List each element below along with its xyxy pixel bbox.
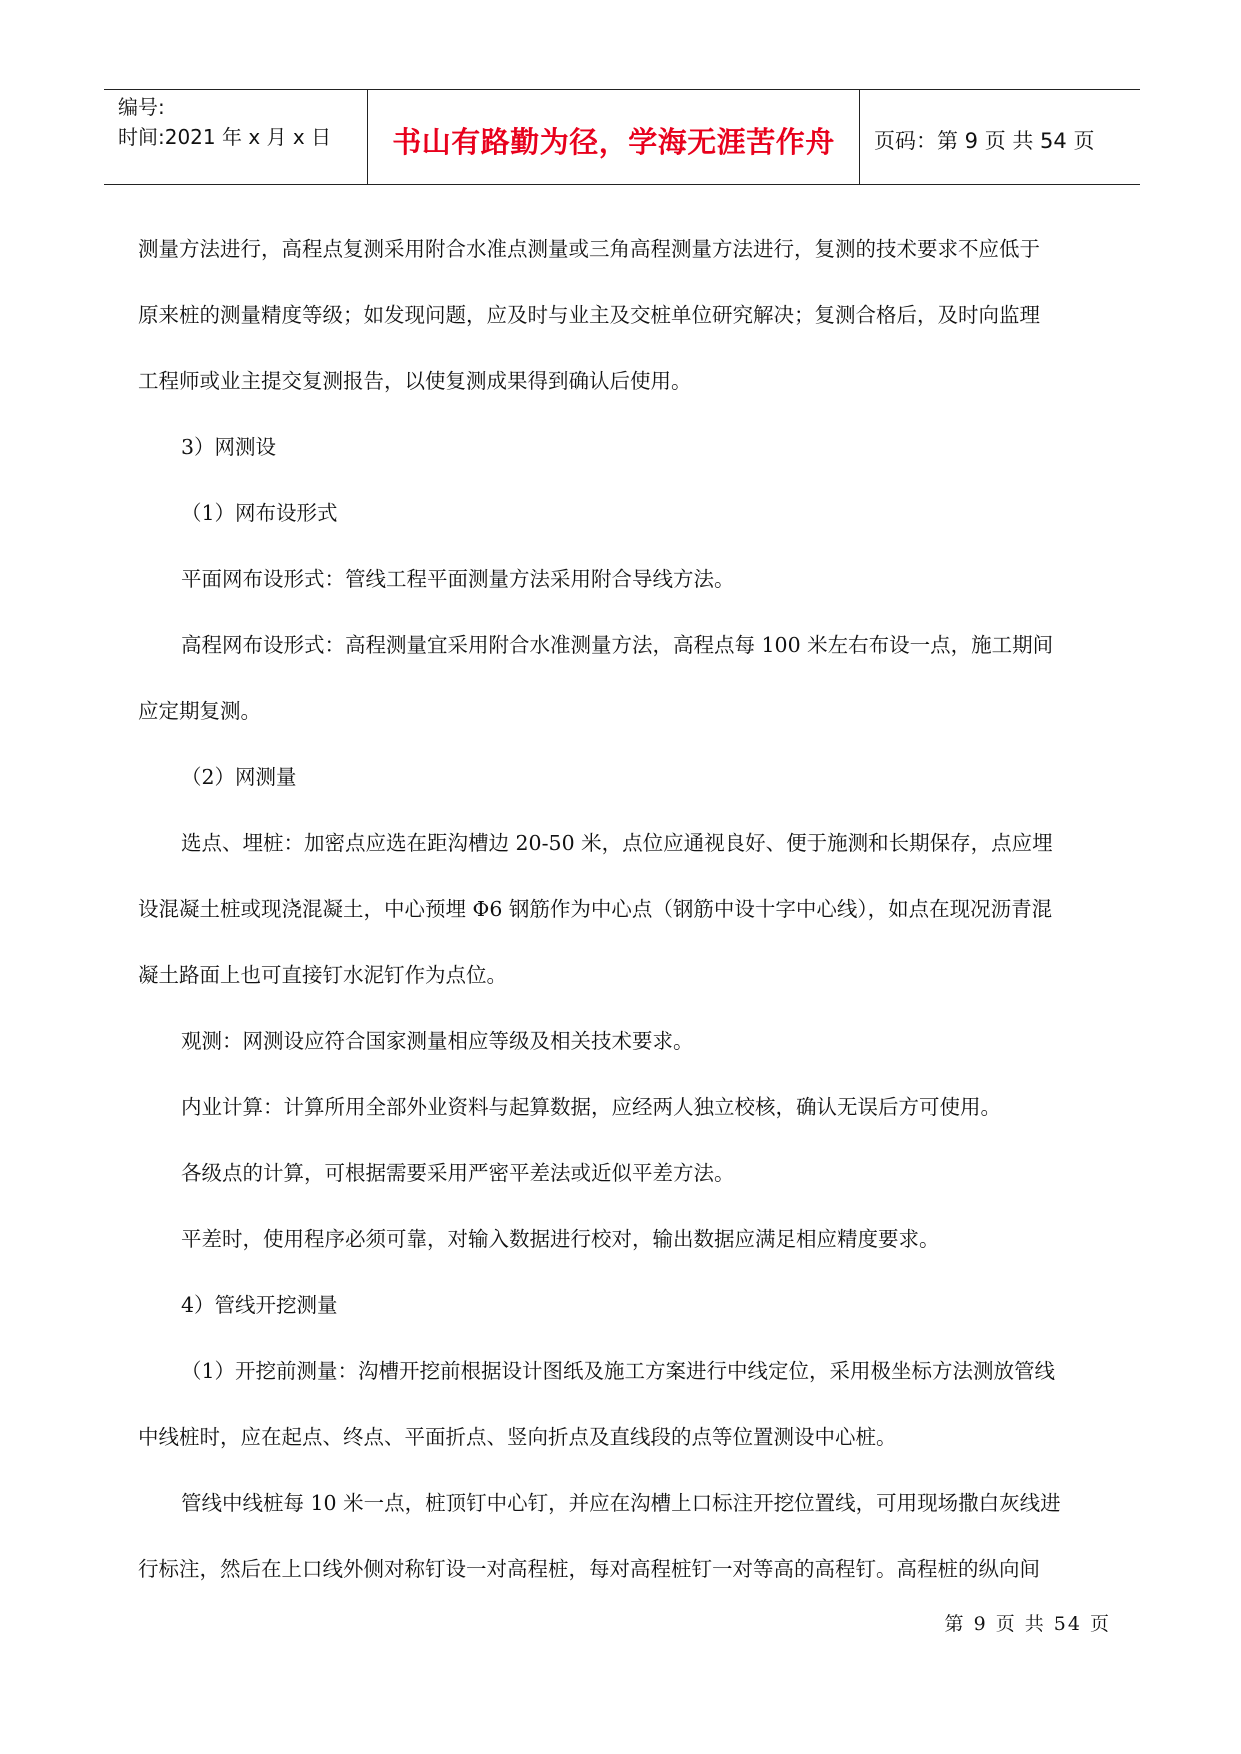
header-motto-cell — [368, 90, 860, 184]
body-line: 各级点的计算，可根据需要采用严密平差法或近似平差方法。 — [181, 1161, 735, 1185]
header-page-label: 页码：第 9 页 共 54 页 — [874, 129, 1095, 153]
body-line: 行标注，然后在上口线外侧对称钉设一对高程桩，每对高程桩钉一对等高的高程钉。高程桩的纵向间 — [138, 1557, 1040, 1581]
body-line: 选点、埋桩：加密点应选在距沟槽边 20-50 米，点位应通视良好、便于施测和长期保存，点应埋 — [181, 831, 1053, 855]
body-line: 高程网布设形式：高程测量宜采用附合水准测量方法，高程点每 100 米左右布设一点，施工期间 — [181, 633, 1054, 657]
body-line: 4）管线开挖测量 — [181, 1293, 338, 1317]
body-line: 管线中线桩每 10 米一点，桩顶钉中心钉，并应在沟槽上口标注开挖位置线，可用现场撒白灰线进 — [181, 1491, 1061, 1515]
body-line: 平差时，使用程序必须可靠，对输入数据进行校对，输出数据应满足相应精度要求。 — [181, 1227, 940, 1251]
body-line: 凝土路面上也可直接钉水泥钉作为点位。 — [138, 963, 507, 987]
header-meta — [104, 90, 368, 184]
body-line: 工程师或业主提交复测报告，以使复测成果得到确认后使用。 — [138, 369, 692, 393]
body-line: （2）网测量 — [181, 765, 297, 789]
body-line: 应定期复测。 — [138, 699, 261, 723]
body-line: 中线桩时，应在起点、终点、平面折点、竖向折点及直线段的点等位置测设中心桩。 — [138, 1425, 897, 1449]
body-line: （1）开挖前测量：沟槽开挖前根据设计图纸及施工方案进行中线定位，采用极坐标方法测放管线 — [181, 1359, 1056, 1383]
header-motto: 书山有路勤为径，学海无涯苦作舟 — [392, 124, 835, 159]
document-body — [138, 216, 1113, 1602]
footer-page-number: 第 9 页 共 54 页 — [944, 1613, 1111, 1635]
page-header — [104, 89, 1140, 185]
body-line: 内业计算：计算所用全部外业资料与起算数据，应经两人独立校核，确认无误后方可使用。 — [181, 1095, 1001, 1119]
body-line: 平面网布设形式：管线工程平面测量方法采用附合导线方法。 — [181, 567, 735, 591]
header-page-cell — [860, 90, 1140, 184]
body-line: 原来桩的测量精度等级；如发现问题，应及时与业主及交桩单位研究解决；复测合格后，及时向监理 — [138, 303, 1040, 327]
body-line: （1）网布设形式 — [181, 501, 338, 525]
body-line: 观测：网测设应符合国家测量相应等级及相关技术要求。 — [181, 1029, 694, 1053]
document-time-label: 时间:2021 年 x 月 x 日 — [118, 125, 332, 149]
document-number-label: 编号: — [118, 95, 165, 119]
body-line: 测量方法进行，高程点复测采用附合水准点测量或三角高程测量方法进行，复测的技术要求不应低于 — [138, 237, 1040, 261]
body-line: 设混凝土桩或现浇混凝土，中心预埋 Φ6 钢筋作为中心点（钢筋中设十字中心线），如点在现况沥青混 — [138, 897, 1053, 921]
body-line: 3）网测设 — [181, 435, 277, 459]
